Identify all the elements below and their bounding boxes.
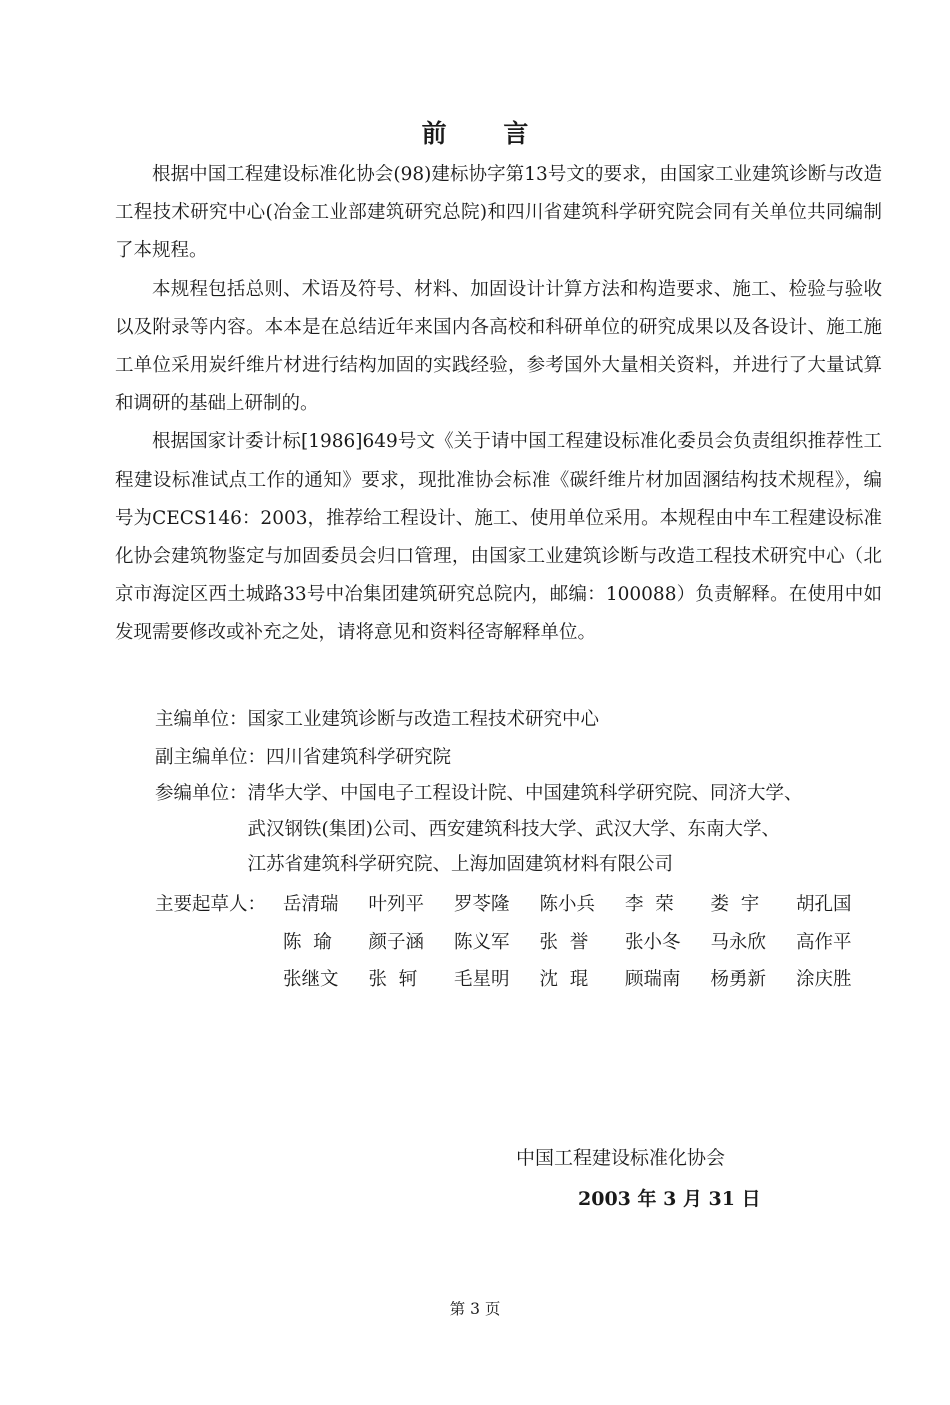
paragraph-1: 根据中国工程建设标准化协会(98)建标协字第13号文的要求，由国家工业建筑诊断与改造工程技术研究中心(冶金工业部建筑研究总院)和四川省建筑科学研究院会同有关单位共同编制了本规程。 [115, 164, 882, 262]
participating-units-line: 江苏省建筑科学研究院、上海加固建筑材料有限公司 [247, 854, 674, 875]
drafter-name: 张小冬 [625, 931, 681, 953]
participating-units-list [248, 776, 882, 883]
drafter-name: 颜子涵 [368, 931, 425, 953]
participating-units-row [115, 776, 882, 883]
drafter-name: 毛星明 [454, 969, 510, 990]
chief-unit-value: 国家工业建筑诊断与改造工程技术研究中心 [247, 709, 600, 730]
drafter-name: 陈小兵 [539, 894, 596, 915]
chief-unit-label: 主编单位： [155, 709, 248, 730]
drafter-name: 李 荣 [625, 894, 674, 915]
page-title: 前 言 [421, 119, 553, 148]
drafter-name: 涂庆胜 [796, 969, 852, 990]
preface-body [115, 156, 882, 653]
drafter-name: 张继文 [283, 969, 339, 990]
participating-units-line: 清华大学、中国电子工程设计院、中国建筑科学研究院、同济大学、 [247, 783, 803, 804]
drafter-name: 沈 琨 [539, 969, 589, 990]
drafter-name: 张 轲 [368, 969, 418, 990]
drafters-row [283, 924, 883, 962]
signature-date: 2003 年 3 月 31 日 [578, 1188, 761, 1210]
drafter-name: 陈义军 [454, 931, 510, 953]
drafters-row [283, 961, 883, 999]
drafter-name: 胡孔国 [796, 894, 852, 915]
drafter-name: 顾瑞南 [625, 969, 681, 990]
page-number: 第 3 页 [449, 1300, 501, 1318]
paragraph-3: 根据国家计委计标[1986]649号文《关于请中国工程建设标准化委员会负责组织推荐性工程建设标准试点工作的通知》要求，现批准协会标准《碳纤维片材加固溷结构技术规程》，编号为CECS146：2003，推荐给工程设计、施工、使用单位采用。本规程由中车工程建设标准化协会建筑物鉴定与加固委员会归口管理，由国家工业建筑诊断与改造工程技术研究中心（北京市海淀区西土城路33号中冶集团建筑研究总院内，邮编：100088）负责解释。在使用中如发现需要修改或补充之处，请将意见和资料径寄解释单位。 [115, 431, 882, 644]
drafter-name: 张 誉 [539, 931, 589, 953]
signature-organization: 中国工程建设标准化协会 [516, 1147, 726, 1169]
chief-unit-row [115, 702, 882, 738]
drafter-name: 罗苓隆 [454, 894, 510, 915]
drafter-name: 高作平 [796, 931, 852, 953]
deputy-unit-value: 四川省建筑科学研究院 [266, 747, 452, 768]
drafters-grid [283, 886, 883, 999]
drafter-name: 岳清瑞 [283, 894, 339, 915]
drafter-name: 杨勇新 [710, 969, 767, 990]
participating-units-label: 参编单位： [155, 783, 248, 804]
drafters-row [283, 886, 883, 924]
participating-units-line: 武汉钢铁(集团)公司、西安建筑科技大学、武汉大学、东南大学、 [247, 818, 780, 840]
drafter-name: 陈 瑜 [283, 931, 332, 953]
paragraph-2: 本规程包括总则、术语及符号、材料、加固设计计算方法和构造要求、施工、检验与验收以及附录等内容。本本是在总结近年来国内各高校和科研单位的研究成果以及各设计、施工施工单位采用炭纤维片材进行结构加固的实践经验，参考国外大量相关资料，并进行了大量试算和调研的基础上研制的。 [115, 278, 882, 415]
deputy-unit-row [115, 740, 882, 776]
drafters-label: 主要起草人： [155, 894, 267, 915]
drafter-name: 马永欣 [710, 931, 767, 953]
drafter-name: 叶列平 [368, 894, 425, 915]
drafter-name: 娄 宇 [710, 894, 760, 915]
deputy-unit-label: 副主编单位： [155, 747, 267, 768]
